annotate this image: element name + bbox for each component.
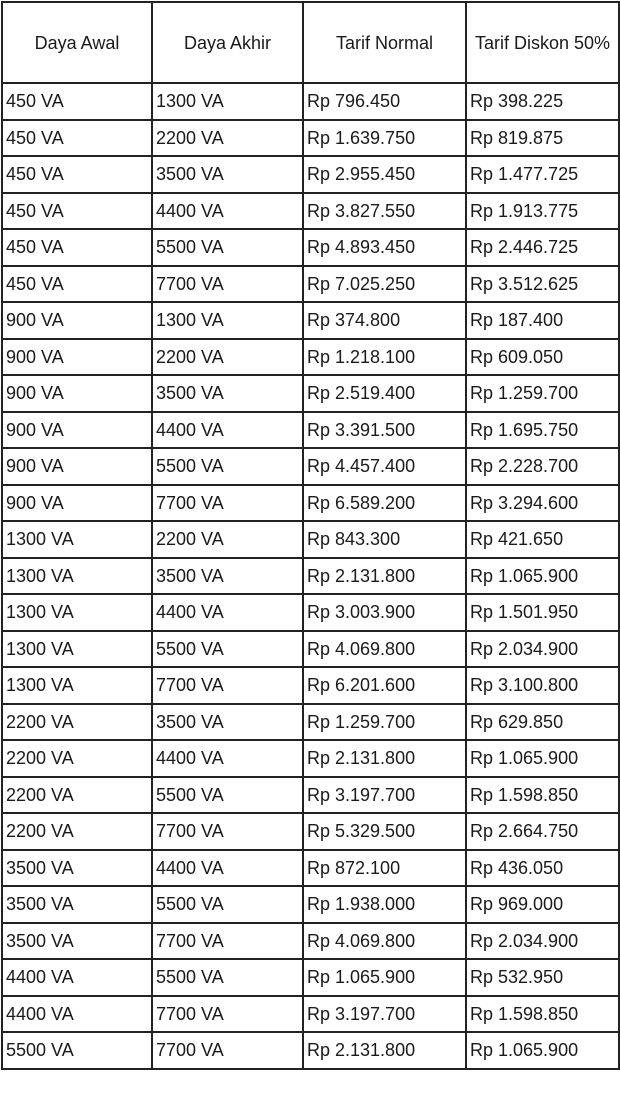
cell-daya-akhir: 7700 VA [152,813,303,850]
table-header-row [2,2,619,83]
table-row [2,375,619,412]
cell-tarif-normal: Rp 2.131.800 [303,558,466,595]
cell-daya-awal: 4400 VA [2,959,152,996]
cell-daya-akhir: 4400 VA [152,594,303,631]
cell-tarif-normal: Rp 4.457.400 [303,448,466,485]
cell-tarif-diskon: Rp 1.913.775 [466,193,619,230]
cell-daya-awal: 450 VA [2,193,152,230]
cell-tarif-normal: Rp 5.329.500 [303,813,466,850]
cell-tarif-diskon: Rp 421.650 [466,521,619,558]
cell-daya-akhir: 7700 VA [152,996,303,1033]
cell-tarif-diskon: Rp 2.034.900 [466,923,619,960]
cell-tarif-normal: Rp 1.218.100 [303,339,466,376]
cell-daya-akhir: 5500 VA [152,886,303,923]
cell-daya-akhir: 4400 VA [152,740,303,777]
table-row [2,521,619,558]
table-body [2,83,619,1069]
cell-tarif-diskon: Rp 1.695.750 [466,412,619,449]
cell-tarif-normal: Rp 4.069.800 [303,631,466,668]
cell-tarif-diskon: Rp 1.065.900 [466,1032,619,1069]
table-row [2,1032,619,1069]
cell-tarif-normal: Rp 1.639.750 [303,120,466,157]
table-row [2,558,619,595]
table-row [2,266,619,303]
cell-daya-akhir: 2200 VA [152,521,303,558]
cell-tarif-diskon: Rp 969.000 [466,886,619,923]
cell-daya-akhir: 5500 VA [152,959,303,996]
cell-daya-awal: 3500 VA [2,850,152,887]
cell-tarif-diskon: Rp 1.477.725 [466,156,619,193]
cell-tarif-normal: Rp 1.259.700 [303,704,466,741]
cell-daya-awal: 900 VA [2,302,152,339]
cell-tarif-diskon: Rp 1.598.850 [466,777,619,814]
table-row [2,959,619,996]
cell-daya-akhir: 4400 VA [152,193,303,230]
table-row [2,631,619,668]
cell-tarif-normal: Rp 872.100 [303,850,466,887]
cell-daya-awal: 1300 VA [2,667,152,704]
cell-daya-awal: 900 VA [2,375,152,412]
cell-daya-awal: 1300 VA [2,521,152,558]
cell-tarif-normal: Rp 4.069.800 [303,923,466,960]
table-row [2,120,619,157]
cell-daya-awal: 3500 VA [2,923,152,960]
cell-daya-akhir: 7700 VA [152,923,303,960]
cell-tarif-diskon: Rp 3.100.800 [466,667,619,704]
cell-tarif-normal: Rp 3.827.550 [303,193,466,230]
cell-daya-akhir: 7700 VA [152,667,303,704]
cell-tarif-normal: Rp 7.025.250 [303,266,466,303]
cell-tarif-normal: Rp 6.589.200 [303,485,466,522]
cell-daya-akhir: 7700 VA [152,266,303,303]
cell-daya-awal: 450 VA [2,156,152,193]
cell-tarif-diskon: Rp 609.050 [466,339,619,376]
cell-tarif-diskon: Rp 532.950 [466,959,619,996]
cell-tarif-normal: Rp 3.391.500 [303,412,466,449]
cell-daya-awal: 2200 VA [2,777,152,814]
table-row [2,229,619,266]
cell-tarif-normal: Rp 2.131.800 [303,740,466,777]
cell-daya-akhir: 3500 VA [152,375,303,412]
cell-tarif-diskon: Rp 1.259.700 [466,375,619,412]
cell-tarif-diskon: Rp 3.294.600 [466,485,619,522]
cell-daya-awal: 3500 VA [2,886,152,923]
cell-tarif-diskon: Rp 3.512.625 [466,266,619,303]
cell-daya-awal: 1300 VA [2,631,152,668]
cell-daya-akhir: 5500 VA [152,631,303,668]
cell-daya-akhir: 1300 VA [152,302,303,339]
cell-daya-awal: 2200 VA [2,740,152,777]
cell-tarif-diskon: Rp 1.598.850 [466,996,619,1033]
cell-daya-akhir: 4400 VA [152,412,303,449]
table-row [2,156,619,193]
cell-tarif-diskon: Rp 629.850 [466,704,619,741]
table-row [2,339,619,376]
cell-tarif-diskon: Rp 2.446.725 [466,229,619,266]
table-row [2,704,619,741]
table-row [2,777,619,814]
cell-tarif-normal: Rp 1.938.000 [303,886,466,923]
cell-tarif-diskon: Rp 2.228.700 [466,448,619,485]
table-row [2,448,619,485]
cell-daya-akhir: 5500 VA [152,229,303,266]
header-daya-akhir: Daya Akhir [152,2,303,83]
cell-daya-akhir: 7700 VA [152,485,303,522]
cell-daya-akhir: 4400 VA [152,850,303,887]
cell-daya-akhir: 5500 VA [152,777,303,814]
table-row [2,850,619,887]
cell-tarif-diskon: Rp 1.065.900 [466,740,619,777]
cell-tarif-diskon: Rp 187.400 [466,302,619,339]
cell-tarif-diskon: Rp 2.664.750 [466,813,619,850]
cell-daya-awal: 4400 VA [2,996,152,1033]
table-row [2,813,619,850]
cell-tarif-normal: Rp 6.201.600 [303,667,466,704]
cell-daya-awal: 1300 VA [2,594,152,631]
cell-tarif-normal: Rp 2.955.450 [303,156,466,193]
cell-tarif-diskon: Rp 1.065.900 [466,558,619,595]
header-tarif-normal: Tarif Normal [303,2,466,83]
table-row [2,923,619,960]
table-row [2,302,619,339]
cell-tarif-diskon: Rp 2.034.900 [466,631,619,668]
cell-daya-akhir: 2200 VA [152,339,303,376]
cell-tarif-normal: Rp 796.450 [303,83,466,120]
cell-daya-akhir: 1300 VA [152,83,303,120]
cell-daya-akhir: 5500 VA [152,448,303,485]
cell-daya-awal: 2200 VA [2,704,152,741]
cell-tarif-normal: Rp 843.300 [303,521,466,558]
cell-daya-awal: 2200 VA [2,813,152,850]
cell-tarif-diskon: Rp 436.050 [466,850,619,887]
table-row [2,83,619,120]
table-row [2,193,619,230]
cell-daya-awal: 450 VA [2,83,152,120]
cell-daya-akhir: 3500 VA [152,704,303,741]
cell-tarif-normal: Rp 1.065.900 [303,959,466,996]
table-row [2,485,619,522]
cell-daya-awal: 900 VA [2,339,152,376]
table-row [2,740,619,777]
cell-daya-awal: 5500 VA [2,1032,152,1069]
cell-tarif-normal: Rp 3.197.700 [303,996,466,1033]
table-row [2,886,619,923]
cell-tarif-normal: Rp 374.800 [303,302,466,339]
cell-daya-akhir: 7700 VA [152,1032,303,1069]
table-row [2,667,619,704]
cell-daya-awal: 900 VA [2,485,152,522]
cell-tarif-normal: Rp 4.893.450 [303,229,466,266]
cell-daya-awal: 900 VA [2,412,152,449]
cell-daya-akhir: 3500 VA [152,156,303,193]
cell-tarif-normal: Rp 3.197.700 [303,777,466,814]
cell-tarif-normal: Rp 2.131.800 [303,1032,466,1069]
cell-tarif-diskon: Rp 398.225 [466,83,619,120]
cell-daya-awal: 900 VA [2,448,152,485]
header-tarif-diskon: Tarif Diskon 50% [466,2,619,83]
cell-tarif-diskon: Rp 1.501.950 [466,594,619,631]
cell-tarif-normal: Rp 3.003.900 [303,594,466,631]
cell-tarif-normal: Rp 2.519.400 [303,375,466,412]
cell-daya-awal: 450 VA [2,120,152,157]
header-daya-awal: Daya Awal [2,2,152,83]
table-row [2,996,619,1033]
cell-tarif-diskon: Rp 819.875 [466,120,619,157]
tariff-table [1,1,620,1070]
cell-daya-awal: 450 VA [2,266,152,303]
cell-daya-akhir: 3500 VA [152,558,303,595]
table-row [2,412,619,449]
cell-daya-awal: 450 VA [2,229,152,266]
cell-daya-akhir: 2200 VA [152,120,303,157]
cell-daya-awal: 1300 VA [2,558,152,595]
table-row [2,594,619,631]
